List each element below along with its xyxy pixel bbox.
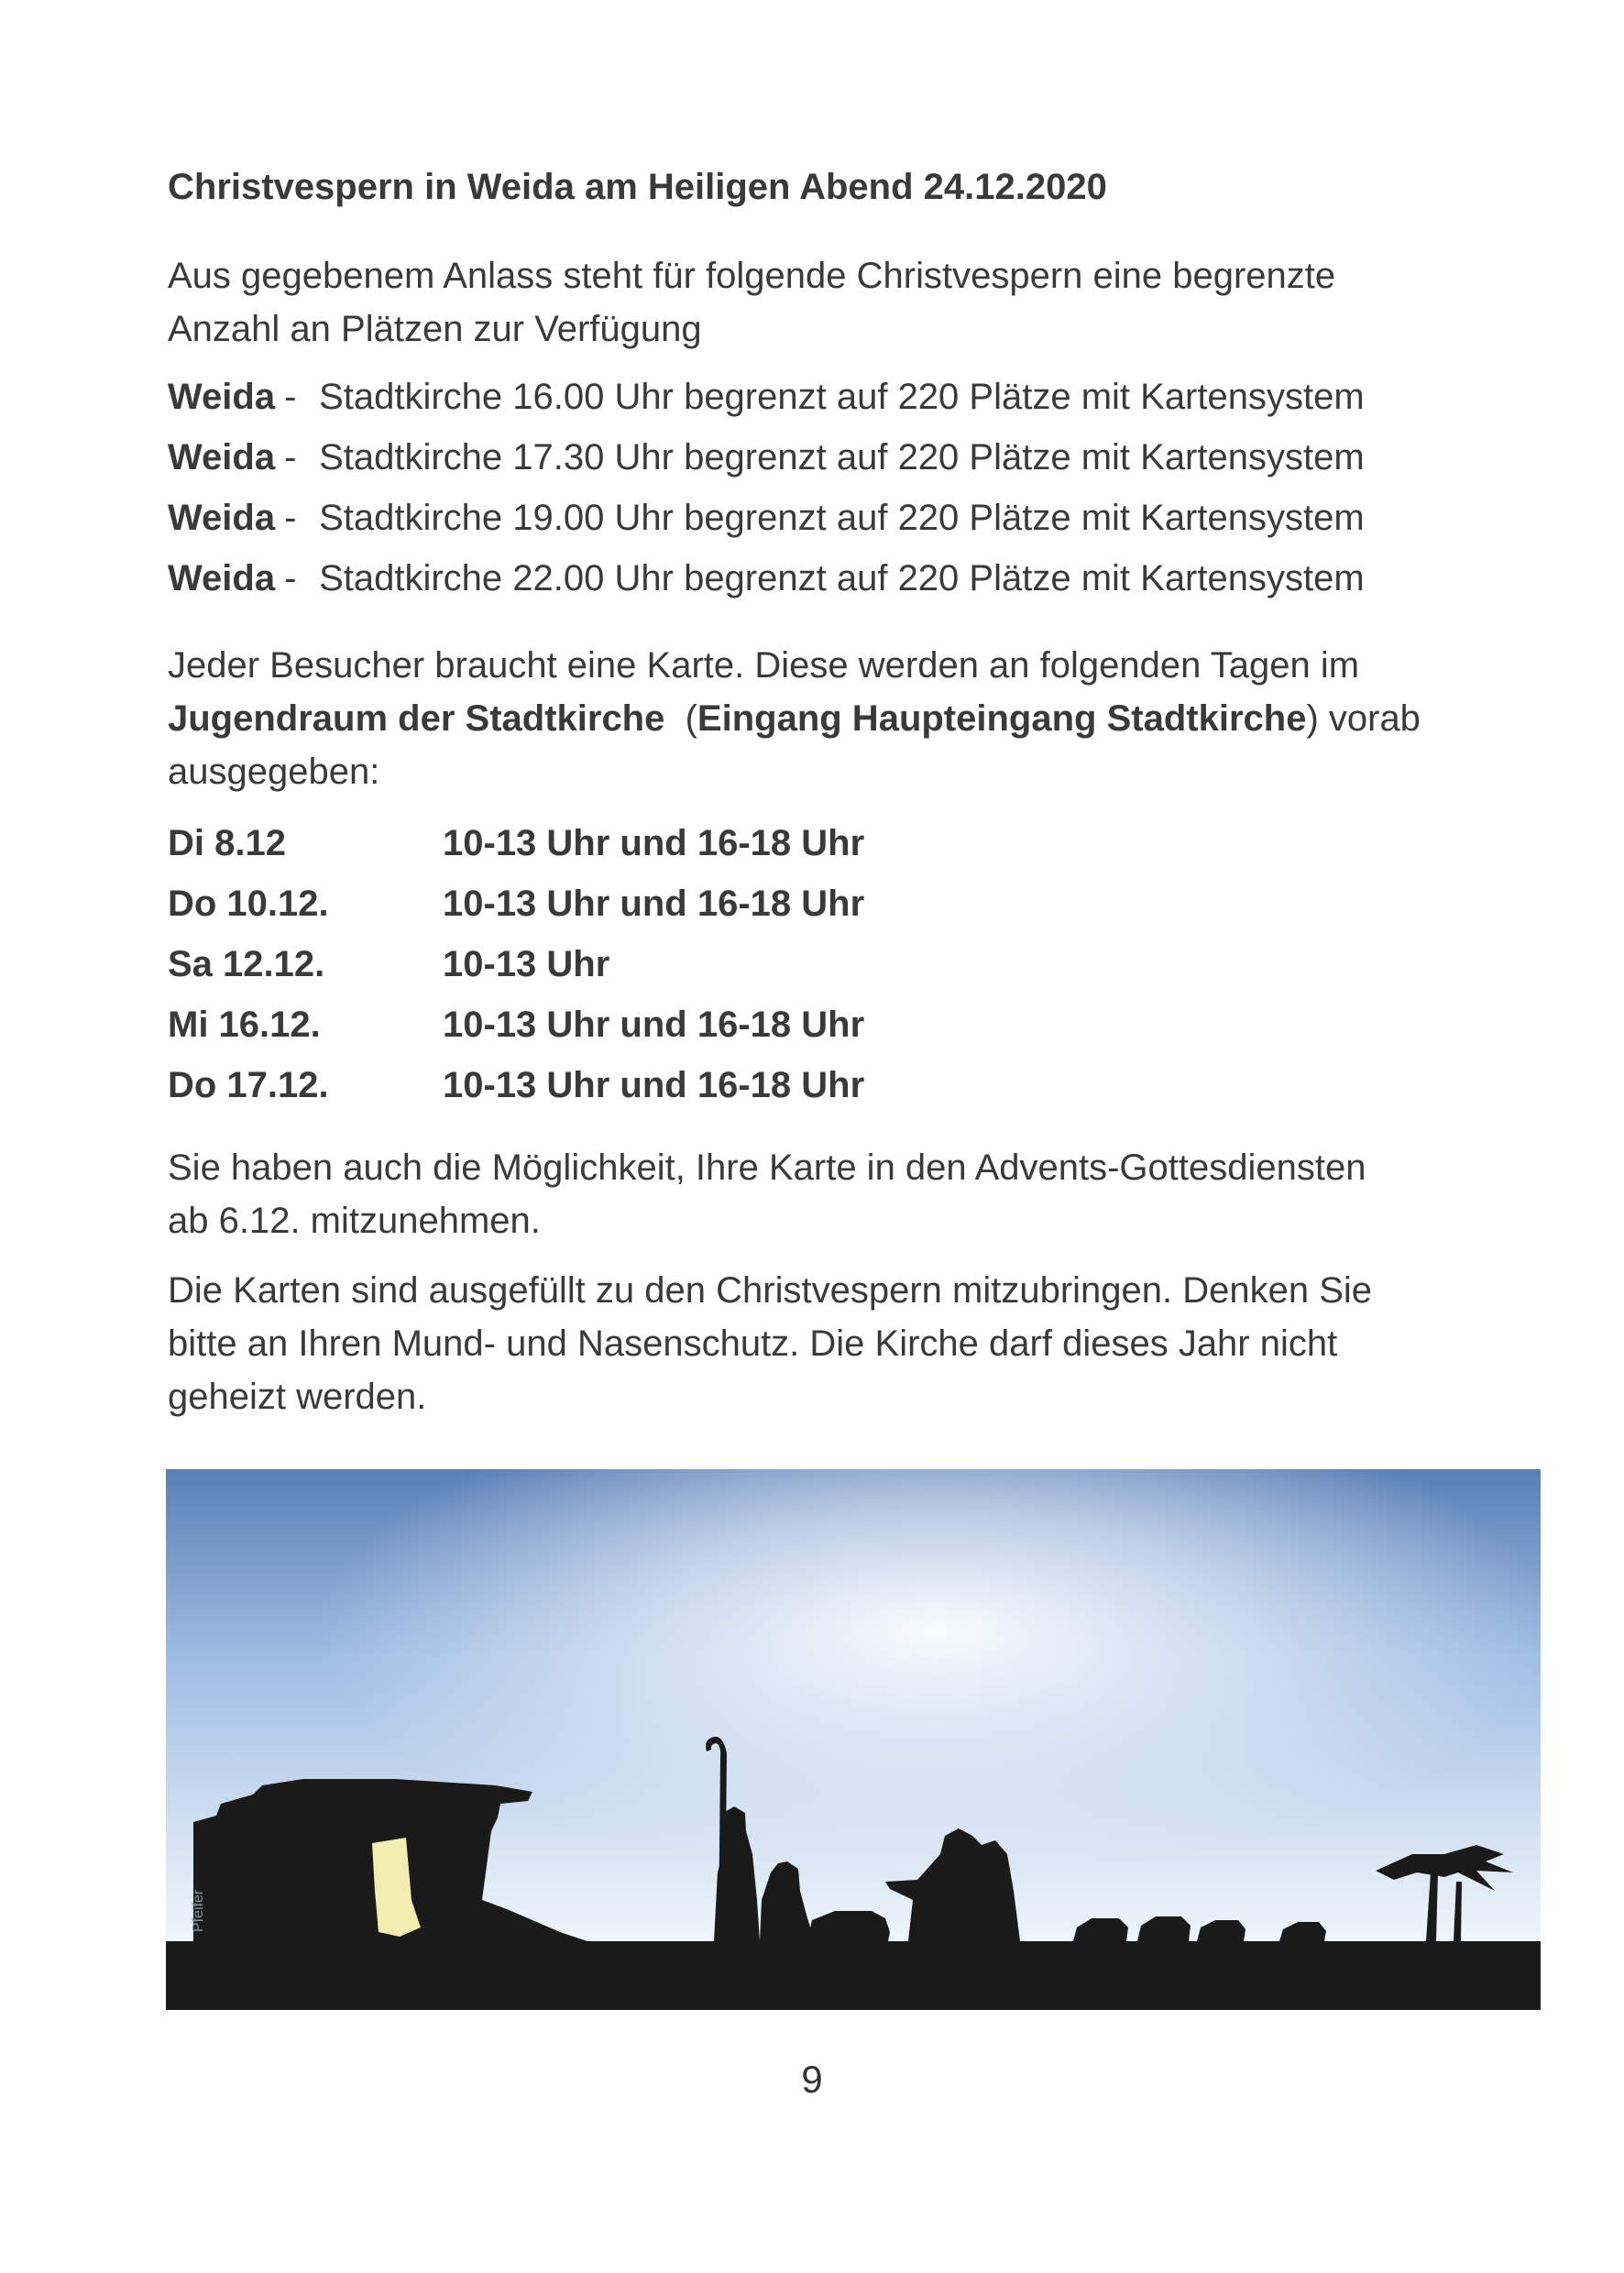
service-detail: Stadtkirche 16.00 Uhr begrenzt auf 220 Plätze mit Kartensystem xyxy=(319,377,1365,417)
schedule-day: Do 17.12. xyxy=(168,1065,329,1105)
service-place: Weida xyxy=(168,437,276,478)
tickets-paren-open: ( xyxy=(664,698,697,739)
closing-line-2: bitte an Ihren Mund- und Nasenschutz. Die Kirche darf dieses Jahr nicht xyxy=(168,1323,1338,1364)
advent-line-1: Sie haben auch die Möglichkeit, Ihre Karte in den Advents-Gottesdiensten xyxy=(168,1147,1366,1188)
service-detail: Stadtkirche 17.30 Uhr begrenzt auf 220 Plätze mit Kartensystem xyxy=(319,437,1365,478)
closing-line-3: geheizt werden. xyxy=(168,1377,427,1417)
artist-signature: Pfeifer xyxy=(191,1889,206,1932)
intro-line-1: Aus gegebenem Anlass steht für folgende Christvespern eine begrenzte xyxy=(168,256,1336,296)
service-detail: Stadtkirche 22.00 Uhr begrenzt auf 220 Plätze mit Kartensystem xyxy=(319,558,1365,598)
schedule-list xyxy=(168,820,864,1123)
ground xyxy=(166,1941,1541,2010)
schedule-time: 10-13 Uhr xyxy=(443,944,610,984)
service-place: Weida xyxy=(168,498,276,538)
intro-line-2: Anzahl an Plätzen zur Verfügung xyxy=(168,309,702,349)
schedule-time: 10-13 Uhr und 16-18 Uhr xyxy=(443,884,865,924)
nativity-silhouette-image xyxy=(166,1469,1541,2010)
service-detail: Stadtkirche 19.00 Uhr begrenzt auf 220 Plätze mit Kartensystem xyxy=(319,498,1365,538)
page-number: 9 xyxy=(801,2058,823,2101)
tickets-line-2 xyxy=(168,692,1487,745)
service-dash: - xyxy=(284,498,297,538)
service-item xyxy=(168,555,1365,616)
service-dash: - xyxy=(284,558,297,598)
service-item xyxy=(168,434,1365,495)
schedule-row xyxy=(168,881,864,941)
service-dash: - xyxy=(284,437,297,478)
schedule-time: 10-13 Uhr und 16-18 Uhr xyxy=(443,823,865,863)
schedule-row xyxy=(168,941,864,1002)
tickets-location-bold: Jugendraum der Stadtkirche xyxy=(168,698,665,739)
intro-paragraph xyxy=(168,249,1487,356)
schedule-day: Mi 16.12. xyxy=(168,1005,321,1045)
schedule-day: Do 10.12. xyxy=(168,884,329,924)
schedule-day: Sa 12.12. xyxy=(168,944,325,984)
service-item xyxy=(168,495,1365,555)
schedule-day: Di 8.12 xyxy=(168,823,286,863)
page-title: Christvespern in Weida am Heiligen Abend 24.12.2020 xyxy=(168,167,1107,207)
service-list xyxy=(168,374,1365,616)
schedule-time: 10-13 Uhr und 16-18 Uhr xyxy=(443,1065,865,1105)
closing-paragraph xyxy=(168,1264,1487,1423)
tickets-paragraph xyxy=(168,639,1487,798)
advent-line-2: ab 6.12. mitzunehmen. xyxy=(168,1201,541,1241)
schedule-row xyxy=(168,1002,864,1062)
service-dash: - xyxy=(284,377,297,417)
tickets-entrance-bold: Eingang Haupteingang Stadtkirche xyxy=(697,698,1307,739)
service-item xyxy=(168,374,1365,434)
tickets-line-3: ausgegeben: xyxy=(168,752,380,792)
tickets-paren-close: ) vorab xyxy=(1306,698,1421,739)
service-place: Weida xyxy=(168,558,276,598)
tickets-line-1: Jeder Besucher braucht eine Karte. Diese werden an folgenden Tagen im xyxy=(168,645,1360,686)
schedule-row xyxy=(168,820,864,881)
service-place: Weida xyxy=(168,377,276,417)
schedule-time: 10-13 Uhr und 16-18 Uhr xyxy=(443,1005,865,1045)
schedule-row xyxy=(168,1062,864,1123)
closing-line-1: Die Karten sind ausgefüllt zu den Christvespern mitzubringen. Denken Sie xyxy=(168,1270,1373,1311)
advent-paragraph xyxy=(168,1141,1487,1247)
